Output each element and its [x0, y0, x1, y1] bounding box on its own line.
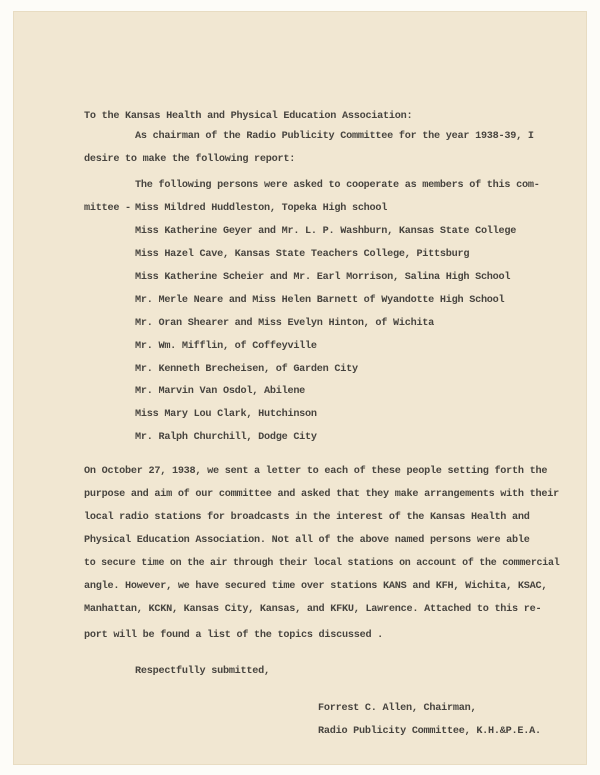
intro-line-1: As chairman of the Radio Publicity Committee for the year 1938-39, I [135, 131, 534, 142]
body-line: angle. However, we have secured time over stations KANS and KFH, Wichita, KSAC, [84, 581, 548, 592]
member-line: Mr. Merle Neare and Miss Helen Barnett of Wyandotte High School [135, 295, 505, 306]
member-line: Miss Mary Lou Clark, Hutchinson [135, 409, 317, 420]
member-line: Mr. Kenneth Brecheisen, of Garden City [135, 364, 358, 375]
body-line: to secure time on the air through their local stations on account of the commercial [84, 558, 560, 569]
body-line: purpose and aim of our committee and asked that they make arrangements with their [84, 489, 559, 500]
signature-name: Forrest C. Allen, Chairman, [318, 703, 477, 714]
body-line: On October 27, 1938, we sent a letter to each of these people setting forth the [84, 466, 548, 477]
member-line: Miss Hazel Cave, Kansas State Teachers College, Pittsburg [135, 249, 470, 260]
member-line: Mr. Ralph Churchill, Dodge City [135, 432, 317, 443]
intro-line-2: desire to make the following report: [84, 154, 296, 165]
body-line: Physical Education Association. Not all of the above named persons were able [84, 535, 530, 546]
closing: Respectfully submitted, [135, 666, 270, 677]
signature-title: Radio Publicity Committee, K.H.&P.E.A. [318, 726, 541, 737]
member-line: Miss Katherine Geyer and Mr. L. P. Washburn, Kansas State College [135, 226, 517, 237]
member-line: Miss Katherine Scheier and Mr. Earl Morrison, Salina High School [135, 272, 511, 283]
members-lead: mittee - [84, 203, 131, 214]
body-line: Manhattan, KCKN, Kansas City, Kansas, and KFKU, Lawrence. Attached to this re- [84, 604, 542, 615]
body-line: port will be found a list of the topics discussed . [84, 630, 384, 641]
member-line: Mr. Wm. Mifflin, of Coffeyville [135, 341, 317, 352]
salutation: To the Kansas Health and Physical Education Association: [84, 111, 413, 122]
member-line: Mr. Marvin Van Osdol, Abilene [135, 386, 306, 397]
body-line: local radio stations for broadcasts in the interest of the Kansas Health and [84, 512, 530, 523]
member-line: Mr. Oran Shearer and Miss Evelyn Hinton, of Wichita [135, 318, 435, 329]
member-line: Miss Mildred Huddleston, Topeka High school [135, 203, 388, 214]
members-intro: The following persons were asked to cooperate as members of this com- [135, 180, 540, 191]
